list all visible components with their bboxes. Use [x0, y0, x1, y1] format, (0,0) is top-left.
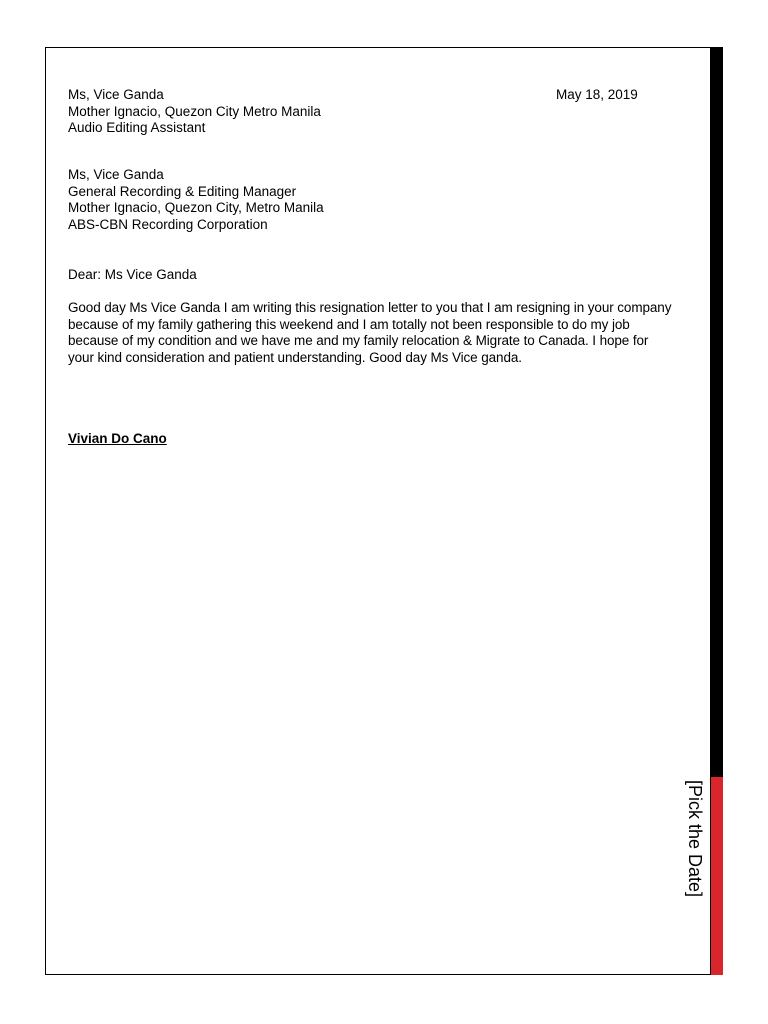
recipient-block — [68, 167, 324, 233]
sidebar-red-bar — [711, 777, 723, 975]
letter-body: Good day Ms Vice Ganda I am writing this resignation letter to you that I am resigning in your company because of my family gathering this weekend and I am totally not been responsible to do my job because of my condition and we have me and my family relocation & Migrate to Canada. I hope for your kind consideration and patient understanding. Good day Ms Vice ganda. — [68, 300, 672, 365]
letter-date: May 18, 2019 — [556, 87, 638, 102]
signature: Vivian Do Cano — [68, 431, 167, 446]
sender-title: Audio Editing Assistant — [68, 120, 206, 135]
recipient-address: Mother Ignacio, Quezon City, Metro Manila — [68, 200, 324, 215]
recipient-title: General Recording & Editing Manager — [68, 183, 297, 199]
sender-block — [68, 87, 321, 137]
sender-name: Ms, Vice Ganda — [68, 87, 164, 102]
recipient-company: ABS-CBN Recording Corporation — [68, 216, 268, 232]
sender-address: Mother Ignacio, Quezon City Metro Manila — [68, 103, 321, 119]
salutation: Dear: Ms Vice Ganda — [68, 267, 197, 282]
sidebar-black-bar — [711, 47, 723, 777]
date-picker-placeholder[interactable]: [Pick the Date] — [685, 780, 705, 898]
recipient-name: Ms, Vice Ganda — [68, 167, 164, 182]
